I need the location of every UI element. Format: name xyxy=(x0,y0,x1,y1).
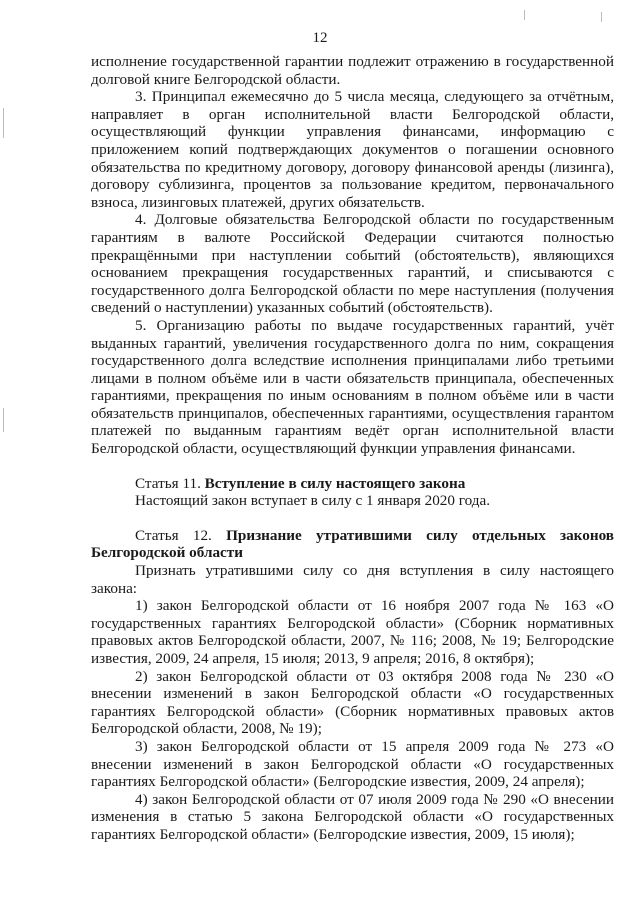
scan-edge-mark-right xyxy=(524,10,525,20)
article-12-prefix: Статья 12. xyxy=(135,526,212,544)
list-item: 4) закон Белгородской области от 07 июля 2009 года № 290 «О внесении изменения в статью 5 закона Белгородской области «О государственных гарантиях Белгородской области» (Белгородские известия, 2009, 15 июля); xyxy=(91,790,614,843)
paragraph-5: 5. Организацию работы по выдаче государственных гарантий, учёт выданных гарантий, увеличения государственного долга по ним, сокращения государственного долга вследствие исполнения принципалами либо третьими лицами в полном объёме или в части обязательств принципала, обеспеченных гарантиями, прекращения по иным основаниям в полном объёме или в части обязательств принципалов, обеспеченных гарантиями, осуществления гарантом платежей по выданным гарантиям ведёт орган исполнительной власти Белгородской области, осуществляющий функции управления финансами. xyxy=(91,316,614,458)
article-12 xyxy=(91,527,614,844)
scan-edge-mark-left xyxy=(3,408,4,432)
page-number: 12 xyxy=(312,30,328,46)
article-12-heading xyxy=(91,527,614,562)
list-item: 3) закон Белгородской области от 15 апреля 2009 года № 273 «О внесении изменений в закон Белгородской области «О государственных гарантиях Белгородской области» (Белгородские известия, 2009, 24 апреля); xyxy=(91,737,614,791)
article-12-title: Признание утратившими силу отдельных законов Белгородской области xyxy=(91,526,614,562)
list-item: 2) закон Белгородской области от 03 октября 2008 года № 230 «О внесении изменений в закон Белгородской области «О государственных гарантиях Белгородской области» (Сборник нормативных правовых актов Белгородской области, 2008, № 19); xyxy=(91,667,614,738)
paragraph-4: 4. Долговые обязательства Белгородской области по государственным гарантиям в валюте Российской Федерации считаются полностью прекращёнными при наступлении событий (обстоятельств), являющихся основанием прекращения государственных гарантий, и списываются с государственного долга Белгородской области по мере наступления (получения сведений о наступлении) указанных событий (обстоятельств). xyxy=(91,211,614,317)
article-11-title: Вступление в силу настоящего закона xyxy=(204,474,466,492)
article-11-prefix: Статья 11. xyxy=(135,474,201,492)
article-11-heading xyxy=(91,475,614,493)
paragraph-3: 3. Принципал ежемесячно до 5 числа месяца, следующего за отчётным, направляет в орган исполнительной власти Белгородской области, осуществляющий функции управления финансами, информацию с приложением копий подтверждающих документов о погашении основного обязательства по кредитному договору, договору финансовой аренды (лизинга), договору сублизинга, процентов за пользование кредитом, первоначального взноса, лизинговых платежей, других обязательств. xyxy=(91,88,614,211)
scan-edge-mark-right xyxy=(601,12,602,22)
article-11 xyxy=(91,475,614,510)
article-11-text: Настоящий закон вступает в силу с 1 января 2020 года. xyxy=(135,492,491,510)
paragraph-continuation: исполнение государственной гарантии подлежит отражению в государственной долговой книге Белгородской области. xyxy=(91,53,614,88)
article-12-intro: Признать утратившими силу со дня вступления в силу настоящего закона: xyxy=(91,562,614,597)
document-body xyxy=(91,53,614,844)
list-item: 1) закон Белгородской области от 16 ноября 2007 года № 163 «О государственных гарантиях Белгородской области» (Сборник нормативных правовых актов Белгородской области, 2007, № 116; 2008, № 19; Белгородские известия, 2009, 24 апреля, 15 июля; 2013, 9 апреля; 2016, 8 октября); xyxy=(91,597,614,667)
scan-edge-mark-left xyxy=(3,108,4,138)
